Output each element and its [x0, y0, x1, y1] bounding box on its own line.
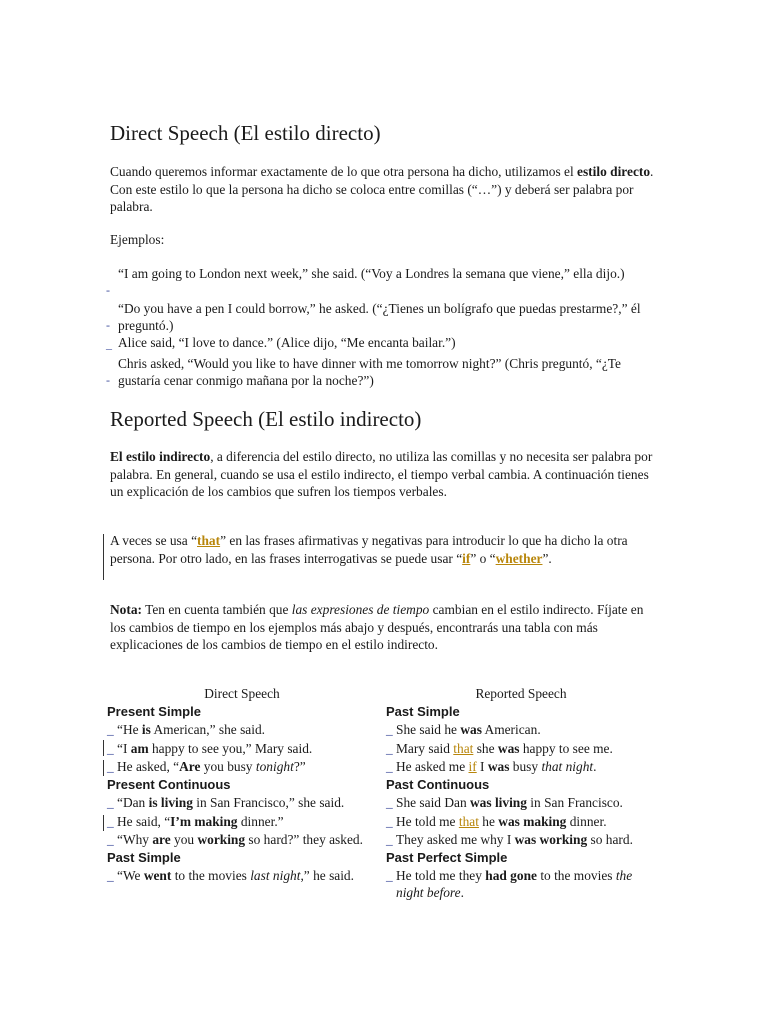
reported-speech-column — [386, 686, 656, 901]
table-row: _ “Dan is living in San Francisco,” she said. — [107, 795, 345, 810]
note-paragraph: Nota: Ten en cuenta también que las expresiones de tiempo cambian en el estilo indirecto. Fíjate en los cambios de tiempo en los ejemplos más abajo y después, encontrarás una tabla con más explicaciones de los cambios de tiempo en el estilo indirecto. — [110, 602, 644, 653]
direct-speech-column — [107, 686, 377, 885]
change-bar — [103, 760, 104, 776]
that-if-whether-paragraph: A veces se usa “that” en las frases afirmativas y negativas para introducir lo que ha dicho la otra persona. Por otro lado, en las frases interrogativas se puede usar “if” o “whether”. — [110, 533, 628, 566]
change-bar — [103, 815, 104, 831]
change-bar — [103, 534, 104, 580]
list-marker: - — [106, 283, 110, 297]
direct-speech-header: Direct Speech — [204, 686, 280, 701]
list-marker: - — [106, 318, 110, 332]
table-row: _ He asked, “Are you busy tonight?” — [107, 759, 306, 774]
table-row: _ “I am happy to see you,” Mary said. — [107, 740, 313, 756]
table-row: _ “We went to the movies last night,” he said. — [107, 868, 354, 883]
section-past-perfect-simple: Past Perfect Simple — [386, 849, 508, 865]
table-row: _ They asked me why I was working so hard. — [386, 832, 633, 847]
direct-intro-paragraph: Cuando queremos informar exactamente de lo que otra persona ha dicho, utilizamos el estilo directo. Con este estilo lo que la persona ha dicho se coloca entre comillas (“…”) y deberá ser palabra por palabra. — [110, 164, 654, 215]
table-row: _ “He is American,” she said. — [107, 722, 265, 737]
examples-label: Ejemplos: — [110, 232, 165, 247]
table-row: _ “Why are you working so hard?” they asked. — [107, 832, 363, 847]
section-present-continuous: Present Continuous — [107, 776, 231, 792]
section-past-simple: Past Simple — [386, 703, 460, 719]
table-row: _ She said Dan was living in San Francisco. — [386, 795, 623, 810]
reported-speech-title: Reported Speech (El estilo indirecto) — [110, 407, 422, 431]
change-bar — [103, 740, 104, 756]
section-past-continuous: Past Continuous — [386, 776, 490, 792]
section-present-simple: Present Simple — [107, 703, 201, 719]
section-past-simple: Past Simple — [107, 849, 181, 865]
example-item: - Chris asked, “Would you like to have dinner with me tomorrow night?” (Chris preguntó, “¿Te gustaría cenar conmigo mañana por la noche?”) — [106, 356, 621, 388]
table-row: _ She said he was American. — [386, 722, 541, 737]
example-item: - “I am going to London next week,” she said. (“Voy a Londres la semana que viene,” ella dijo.) — [106, 266, 625, 297]
table-row: _ He said, “I’m making dinner.” — [107, 813, 284, 829]
list-marker: - — [106, 373, 110, 387]
table-row: _ He asked me if I was busy that night. — [386, 759, 597, 774]
reported-intro-paragraph: El estilo indirecto, a diferencia del estilo directo, no utiliza las comillas y no necesita ser palabra por palabra. En general, cuando se usa el estilo indirecto, el tiempo verbal cambia. A continuación tienes un explicación de los cambios que sufren los tiempos verbales. — [110, 449, 653, 500]
example-item: _ Alice said, “I love to dance.” (Alice dijo, “Me encanta bailar.”) — [106, 335, 456, 351]
direct-speech-title: Direct Speech (El estilo directo) — [110, 121, 381, 145]
example-item: - “Do you have a pen I could borrow,” he asked. (“¿Tienes un bolígrafo que puedas prestarme?,” él preguntó.) — [106, 301, 641, 333]
table-row: _ He told me that he was making dinner. — [386, 813, 607, 829]
table-row: _ Mary said that she was happy to see me. — [386, 740, 613, 756]
reported-speech-header: Reported Speech — [475, 686, 567, 701]
table-row: _ He told me they had gone to the movies the night before. — [386, 868, 633, 900]
list-marker: _ — [106, 337, 112, 351]
